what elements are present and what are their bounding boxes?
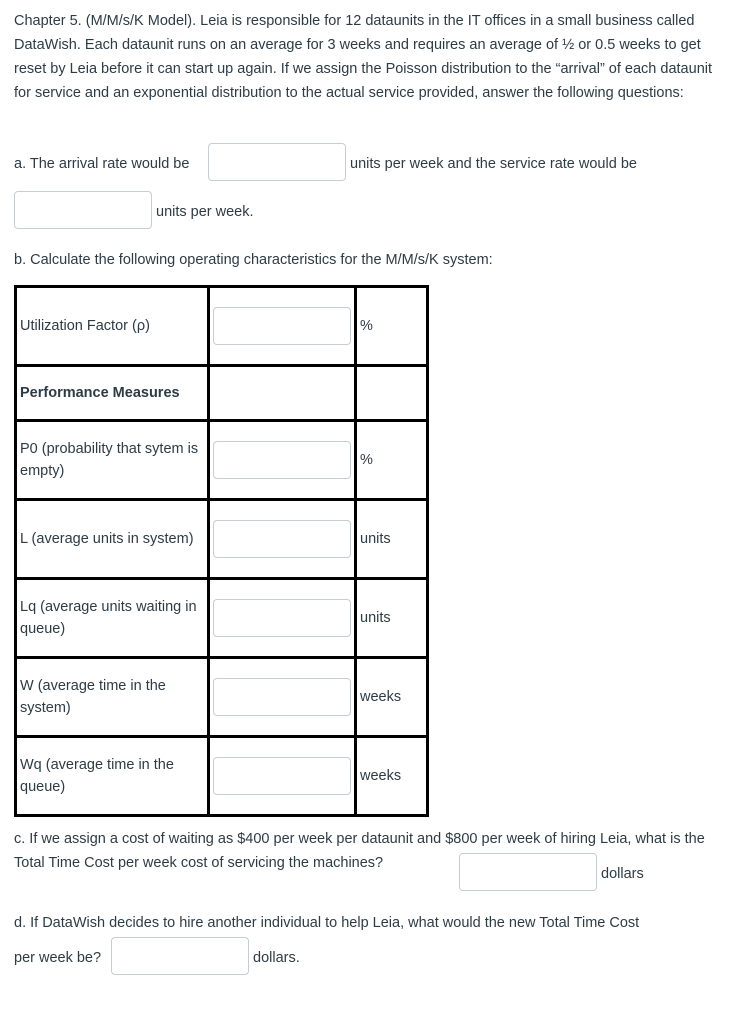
row-unit: weeks	[356, 658, 428, 737]
empty-cell	[356, 366, 428, 421]
table-row	[16, 658, 428, 737]
l-input[interactable]	[213, 520, 351, 558]
empty-cell	[209, 366, 356, 421]
lq-input[interactable]	[213, 599, 351, 637]
part-a-middle: units per week and the service rate would be	[350, 156, 637, 172]
row-unit: %	[356, 421, 428, 500]
part-c-suffix: dollars	[601, 866, 644, 882]
row-unit: %	[356, 287, 428, 366]
table-row	[16, 287, 428, 366]
part-d-suffix: dollars.	[253, 950, 300, 966]
table-row	[16, 421, 428, 500]
row-unit: units	[356, 579, 428, 658]
answer-cell	[209, 500, 356, 579]
answer-cell	[209, 287, 356, 366]
answer-cell	[209, 737, 356, 816]
operating-characteristics-table	[14, 285, 429, 817]
part-b-heading: b. Calculate the following operating characteristics for the M/M/s/K system:	[14, 252, 493, 268]
part-d-question-line1: d. If DataWish decides to hire another individual to help Leia, what would the new Total Time Cost	[14, 915, 640, 931]
part-d-question-line2: per week be?	[14, 950, 102, 966]
answer-cell	[209, 658, 356, 737]
row-label: P0 (probability that sytem is empty)	[16, 421, 209, 500]
row-label: Wq (average time in the queue)	[16, 737, 209, 816]
table-row	[16, 366, 428, 421]
part-c-question: c. If we assign a cost of waiting as $400 per week per dataunit and $800 per week of hiring Leia, what is the Total Time Cost per week cost of servicing the machines?	[14, 831, 705, 871]
row-unit: units	[356, 500, 428, 579]
utilization-factor-input[interactable]	[213, 307, 351, 345]
row-label: Lq (average units waiting in queue)	[16, 579, 209, 658]
answer-cell	[209, 421, 356, 500]
row-label: W (average time in the system)	[16, 658, 209, 737]
new-total-time-cost-input[interactable]	[111, 937, 249, 975]
row-unit: weeks	[356, 737, 428, 816]
w-input[interactable]	[213, 678, 351, 716]
part-a-suffix: units per week.	[156, 204, 254, 220]
table-row	[16, 579, 428, 658]
table-row	[16, 737, 428, 816]
row-label: L (average units in system)	[16, 500, 209, 579]
wq-input[interactable]	[213, 757, 351, 795]
p0-input[interactable]	[213, 441, 351, 479]
table-row	[16, 500, 428, 579]
total-time-cost-input[interactable]	[459, 853, 597, 891]
row-label: Utilization Factor (ρ)	[16, 287, 209, 366]
part-a-prefix: a. The arrival rate would be	[14, 156, 190, 172]
row-label: Performance Measures	[16, 366, 209, 421]
arrival-rate-input[interactable]	[208, 143, 346, 181]
service-rate-input[interactable]	[14, 191, 152, 229]
question-intro: Chapter 5. (M/M/s/K Model). Leia is responsible for 12 dataunits in the IT offices in a small business called DataWish. Each dataunit runs on an average for 3 weeks and requires an average of ½ or 0.5 weeks to get reset by Leia before it can start up again. If we assign the Poisson distribution to the “arrival” of each dataunit for service and an exponential distribution to the actual service provided, answer the following questions:	[14, 13, 713, 101]
answer-cell	[209, 579, 356, 658]
